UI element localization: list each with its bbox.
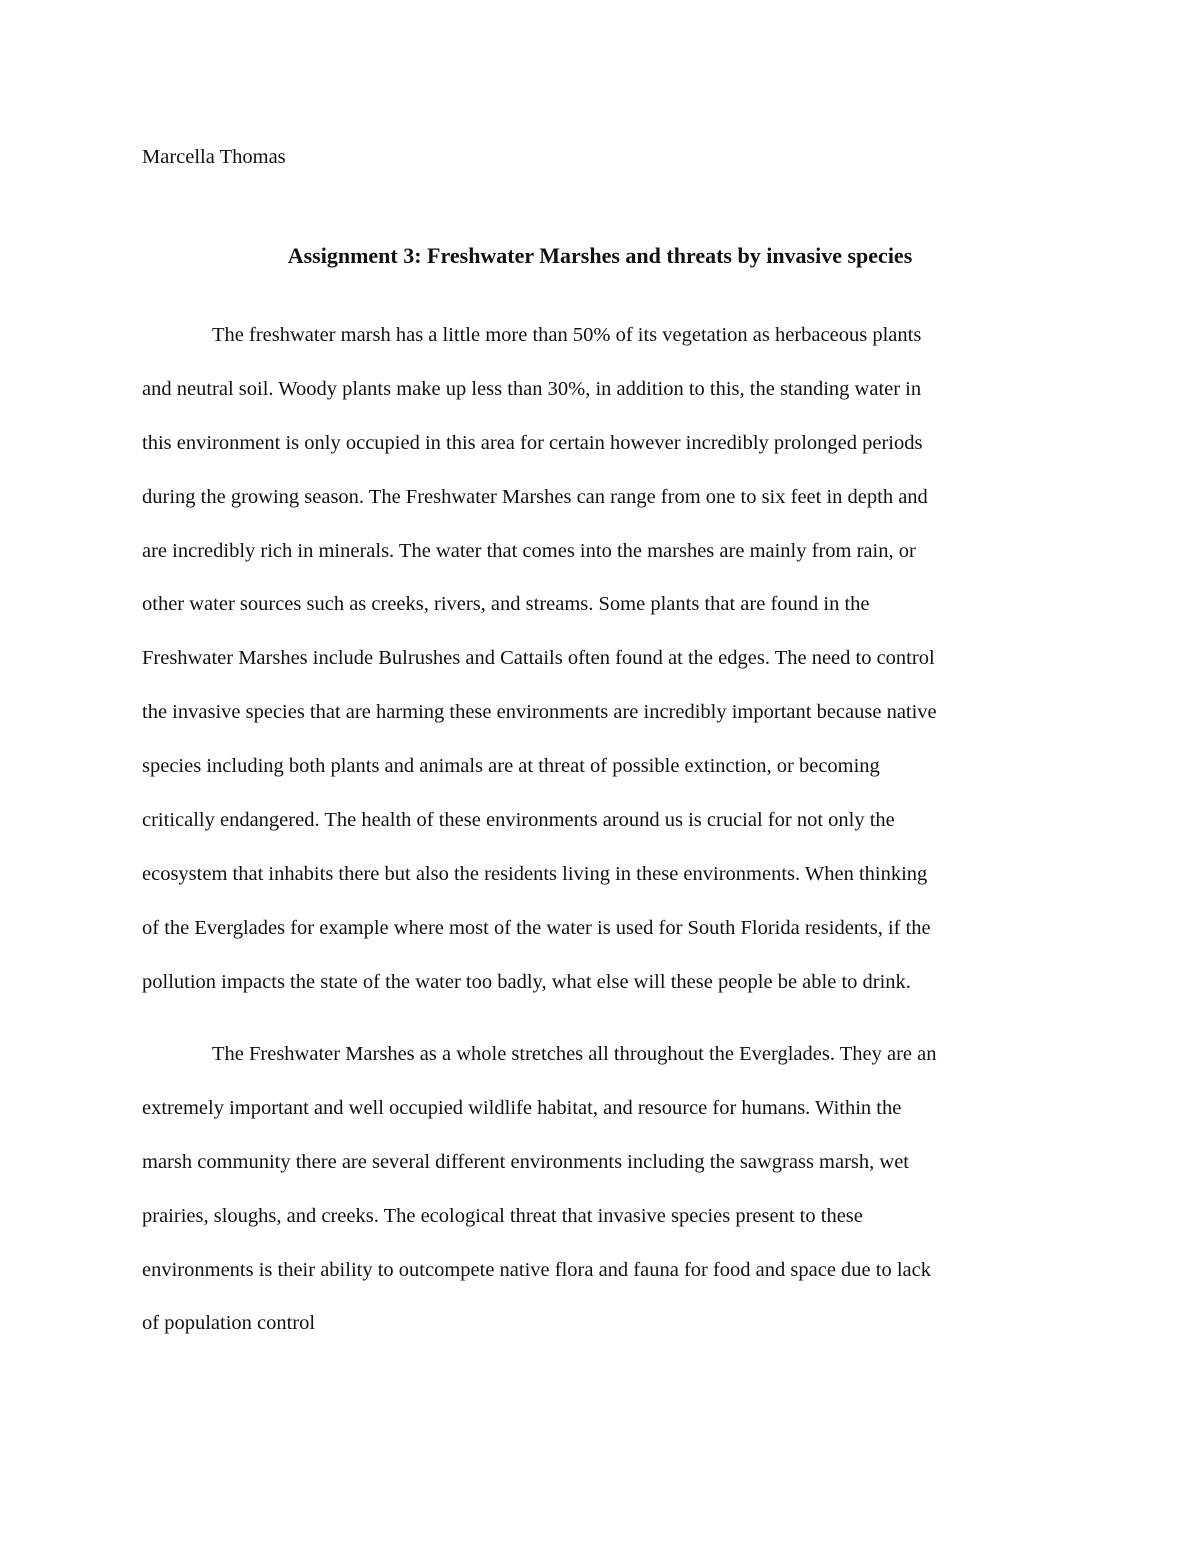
paragraph-line: Freshwater Marshes include Bulrushes and Cattails often found at the edges. The need to control (142, 647, 935, 670)
paragraph-line: extremely important and well occupied wildlife habitat, and resource for humans. Within the (142, 1096, 902, 1119)
paragraph-line: of the Everglades for example where most of the water is used for South Florida residents, if the (142, 916, 931, 939)
paragraph-line: other water sources such as creeks, rivers, and streams. Some plants that are found in the (142, 593, 870, 616)
paragraph-line: during the growing season. The Freshwater Marshes can range from one to six feet in depth and (142, 485, 928, 508)
author-name: Marcella Thomas (142, 146, 286, 168)
paragraph-line: environments is their ability to outcompete native flora and fauna for food and space due to lack (142, 1258, 931, 1281)
paragraph-line: pollution impacts the state of the water too badly, what else will these people be able to drink. (142, 970, 911, 993)
paragraph-line: The freshwater marsh has a little more than 50% of its vegetation as herbaceous plants (212, 324, 922, 346)
paragraph-line: the invasive species that are harming these environments are incredibly important because native (142, 701, 937, 724)
paragraph-line: The Freshwater Marshes as a whole stretches all throughout the Everglades. They are an (212, 1043, 937, 1065)
paragraph-line: critically endangered. The health of these environments around us is crucial for not only the (142, 809, 895, 832)
paragraph-line: marsh community there are several different environments including the sawgrass marsh, wet (142, 1150, 909, 1173)
paragraph-line: are incredibly rich in minerals. The water that comes into the marshes are mainly from rain, or (142, 539, 916, 562)
document-title: Assignment 3: Freshwater Marshes and threats by invasive species (287, 243, 913, 268)
paragraph-line: of population control (142, 1312, 316, 1335)
paragraph-2 (142, 1041, 1082, 1364)
paragraph-line: and neutral soil. Woody plants make up less than 30%, in addition to this, the standing water in (142, 377, 922, 400)
paragraph-line: ecosystem that inhabits there but also the residents living in these environments. When thinking (142, 862, 928, 885)
paragraph-line: this environment is only occupied in this area for certain however incredibly prolonged periods (142, 431, 923, 454)
paragraph-line: species including both plants and animals are at threat of possible extinction, or becoming (142, 755, 880, 778)
paragraph-line: prairies, sloughs, and creeks. The ecological threat that invasive species present to these (142, 1204, 863, 1227)
paragraph-1 (142, 322, 1082, 1023)
